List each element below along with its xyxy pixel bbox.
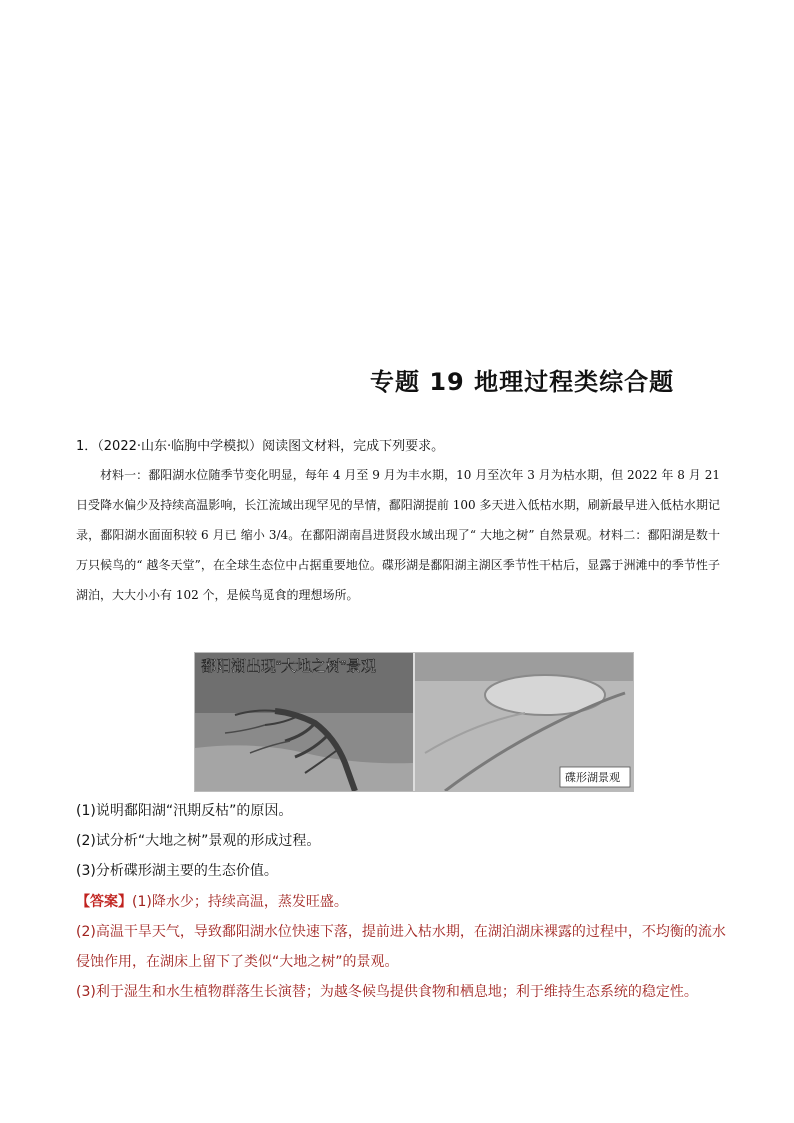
answer-3: (3)利于湿生和水生植物群落生长演替；为越冬候鸟提供食物和栖息地；利于维持生态系统的稳定性。 (76, 984, 698, 1000)
sub-question-1: (1)说明鄱阳湖“汛期反枯”的原因。 (76, 803, 293, 819)
tree-landscape-photo (195, 653, 413, 791)
right-photo-caption: 碟形湖景观 (565, 772, 620, 784)
sub-question-3: (3)分析碟形湖主要的生态价值。 (76, 863, 278, 879)
sub-question-2: (2)试分析“大地之树”景观的形成过程。 (76, 833, 321, 849)
lake-figure (194, 652, 634, 792)
material-text (76, 460, 720, 610)
answer-block (76, 887, 726, 1007)
answer-2-line-1: (2)高温干旱天气，导致鄱阳湖水位快速下落，提前进入枯水期，在湖泊湖床裸露的过程中，不均衡的流水 (76, 924, 726, 940)
left-photo-caption: 鄱阳湖出现“大地之树”景观 (201, 658, 376, 675)
answer-2-line-2: 侵蚀作用，在湖床上留下了类似“大地之树”的景观。 (76, 954, 399, 970)
page-title: 专题 19 地理过程类综合题 (370, 368, 675, 396)
material-paragraph: 材料一：鄱阳湖水位随季节变化明显，每年 4 月至 9 月为丰水期，10 月至次年 3 月为枯水期，但 2022 年 8 月 21 日受降水偏少及持续高温影响，长江流域出现罕见的旱情，鄱阳湖提前 100 多天进入低枯水期，刷新最早进入低枯水期记录，鄱阳湖水面面积较 6 月已 缩小 3/4。在鄱阳湖南昌进贤段水域出现了“ 大地之树” 自然景观。材料二：鄱阳湖是数十万只候鸟的“ 越冬天堂”，在全球生态位中占据重要地位。碟形湖是鄱阳湖主湖区季节性干枯后，显露于洲滩中的季节性子湖泊，大大小小有 102 个，是候鸟觅食的理想场所。 (76, 468, 720, 602)
answer-tag: 【答案】 (76, 894, 132, 910)
dish-lake-photo (415, 653, 633, 791)
answer-1: (1)降水少；持续高温，蒸发旺盛。 (132, 894, 348, 910)
question-heading: 1．（2022·山东·临朐中学模拟）阅读图文材料，完成下列要求。 (76, 439, 445, 454)
answer-1-line (76, 887, 726, 917)
